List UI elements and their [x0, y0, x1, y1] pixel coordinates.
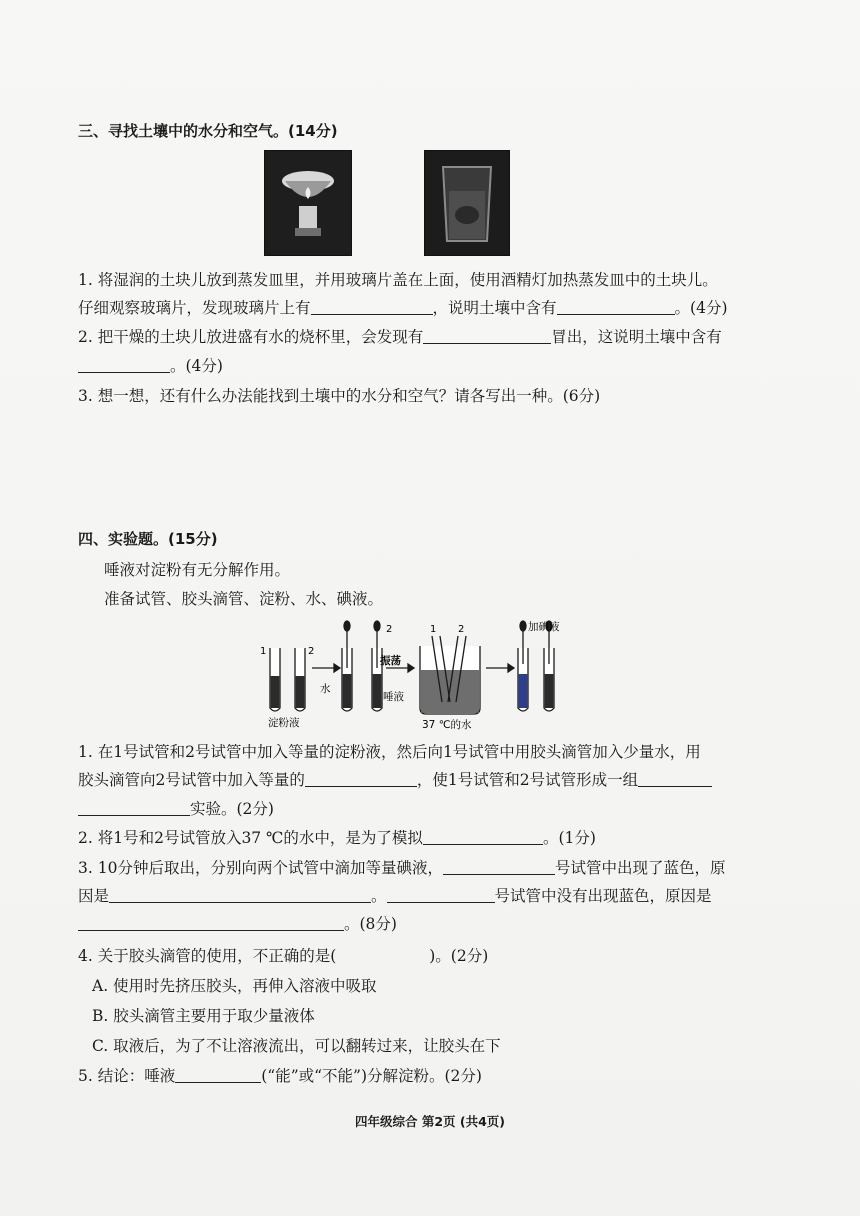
s4-q1-line1: 1. 在1号试管和2号试管中加入等量的淀粉液，然后向1号试管中用胶头滴管加入少量水，用: [78, 743, 701, 761]
s4-q3-text-e: 号试管中没有出现蓝色，原因是: [494, 887, 712, 905]
s4-q2-blank[interactable]: [423, 826, 543, 845]
s4-q2-text-b: 。(1分): [542, 829, 596, 847]
s4-q3-text-a: 3. 10分钟后取出，分别向两个试管中滴加等量碘液，: [78, 859, 443, 877]
s3-q1-line1: 1. 将湿润的土块儿放到蒸发皿里，并用玻璃片盖在上面，使用酒精灯加热蒸发皿中的土块儿。: [78, 271, 718, 289]
s3-q2-blank-2[interactable]: [78, 354, 170, 373]
s4-q3-line1: [78, 856, 725, 880]
s4-q5-blank[interactable]: [175, 1064, 261, 1083]
diagram-label-water: 水: [320, 683, 331, 695]
s4-q4-option-c: C. 取液后，为了不让溶液流出，可以翻转过来，让胶头在下: [92, 1037, 501, 1055]
s3-q3: 3. 想一想，还有什么办法能找到土壤中的水分和空气？请各写出一种。(6分): [78, 387, 601, 405]
s4-q2: [78, 826, 596, 850]
s4-q3-blank-2[interactable]: [109, 884, 371, 903]
s3-q2-text-b: 冒出，这说明土壤中含有: [551, 328, 722, 346]
beaker-photo: [424, 150, 510, 256]
s3-q1-text-a: 仔细观察玻璃片，发现玻璃片上有: [78, 299, 311, 317]
diagram-label-starch: 淀粉液: [268, 717, 300, 729]
s3-q1-line2: [78, 296, 728, 320]
s4-intro-1: 唾液对淀粉有无分解作用。: [104, 561, 291, 579]
s4-q4-option-b: B. 胶头滴管主要用于取少量液体: [92, 1007, 315, 1025]
s4-q1-blank-2a[interactable]: [638, 768, 712, 787]
s4-q3-text-b: 号试管中出现了蓝色，原: [554, 859, 726, 877]
diagram-label-iodine: 加碘液: [528, 621, 560, 633]
s4-q4: 4. 关于胶头滴管的使用，不正确的是( )。(2分): [78, 947, 489, 965]
s4-intro-2: 准备试管、胶头滴管、淀粉、水、碘液。: [104, 590, 384, 608]
diagram-label-tube1b: 1: [430, 624, 437, 635]
evaporating-dish-photo: [264, 150, 352, 256]
section-3-title: 三、寻找土壤中的水分和空气。(14分): [78, 122, 338, 140]
s3-q2-blank-1[interactable]: [423, 325, 551, 344]
diagram-label-tube2b: 2: [386, 624, 393, 635]
s3-q2-text-c: 。(4分): [170, 357, 223, 375]
s4-q3-blank-3[interactable]: [387, 884, 495, 903]
s3-q1-blank-2[interactable]: [557, 296, 675, 315]
diagram-label-saliva: 唾液: [383, 691, 404, 703]
diagram-label-tube1: 1: [260, 646, 267, 657]
diagram-label-tube2: 2: [308, 646, 315, 657]
experiment-diagram: [250, 618, 570, 730]
s4-q3-line2: [78, 884, 712, 908]
s4-q1-text-c: 实验。(2分): [190, 800, 274, 818]
s4-q1-blank-2b[interactable]: [78, 797, 190, 816]
s4-q3-blank-1[interactable]: [443, 856, 555, 875]
s4-q5: [78, 1064, 482, 1088]
s4-q3-blank-4[interactable]: [78, 912, 344, 931]
s4-q3-text-d: 。: [371, 887, 387, 905]
s4-q1-text-b: ，使1号试管和2号试管形成一组: [416, 771, 639, 789]
s3-q1-text-b: ，说明土壤中含有: [432, 299, 557, 317]
s4-q3-text-c: 因是: [78, 887, 110, 905]
s3-q1-text-c: 。(4分): [674, 299, 728, 317]
s4-q3-line3: [78, 912, 397, 936]
s3-q1-blank-1[interactable]: [311, 296, 433, 315]
s3-q2-line2: [78, 354, 223, 378]
s4-q4-option-a: A. 使用时先挤压胶头，再伸入溶液中吸取: [92, 977, 377, 995]
section-4-title: 四、实验题。(15分): [78, 530, 218, 548]
s4-q5-text-b: (“能”或“不能”)分解淀粉。(2分): [261, 1067, 482, 1085]
s3-q2-line1: [78, 325, 722, 349]
s4-q1-blank-1[interactable]: [305, 768, 417, 787]
page-footer: 四年级综合 第2页 (共4页): [354, 1114, 506, 1129]
diagram-label-shake: 振荡: [380, 655, 401, 667]
s4-q3-text-f: 。(8分): [344, 915, 397, 933]
s4-q5-text-a: 5. 结论：唾液: [78, 1067, 176, 1085]
s4-q2-text-a: 2. 将1号和2号试管放入37 ℃的水中，是为了模拟: [78, 829, 423, 847]
s3-q2-text-a: 2. 把干燥的土块儿放进盛有水的烧杯里，会发现有: [78, 328, 424, 346]
s4-q1-line3: [78, 797, 274, 821]
s4-q1-line2: [78, 768, 712, 792]
s4-q1-text-a: 胶头滴管向2号试管中加入等量的: [78, 771, 305, 789]
diagram-label-warm-water: 37 ℃的水: [422, 719, 472, 730]
diagram-label-tube2c: 2: [458, 624, 465, 635]
